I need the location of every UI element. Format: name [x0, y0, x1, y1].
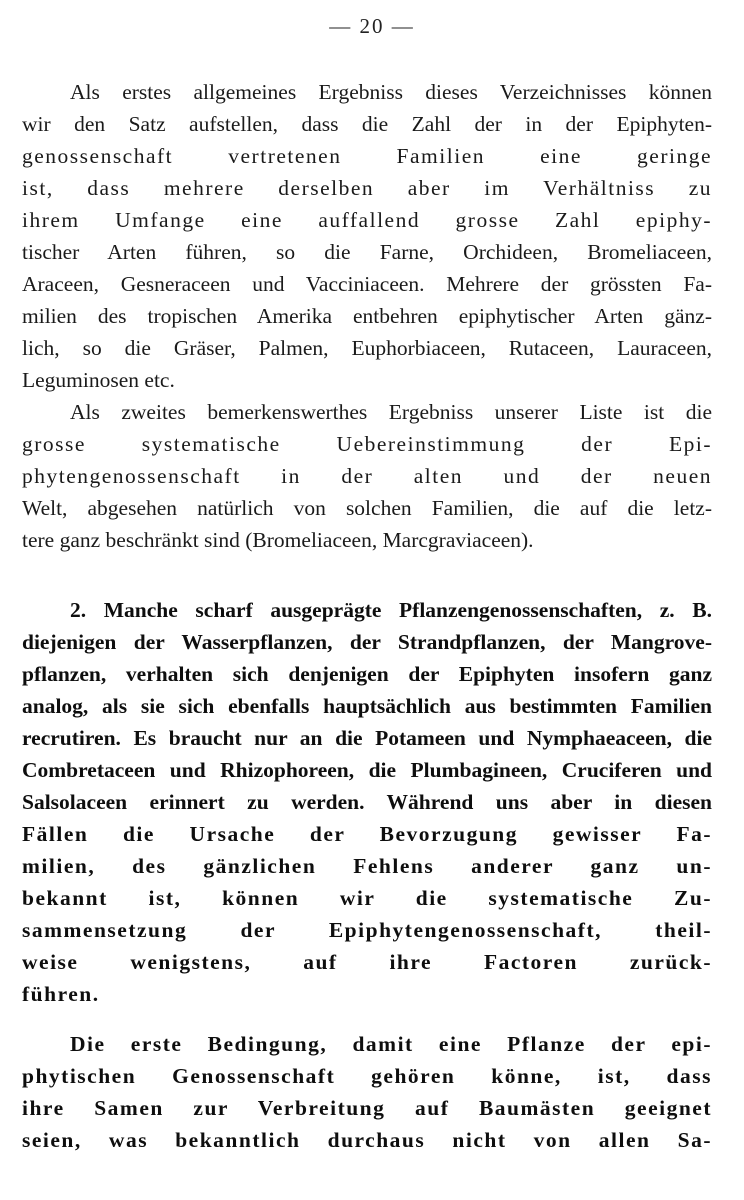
- text-line: ist, dass mehrere derselben aber im Verhältniss zu: [22, 176, 712, 200]
- text-line: Combretaceen und Rhizophoreen, die Plumbagineen, Cruciferen und: [22, 758, 712, 782]
- text-line: Araceen, Gesneraceen und Vacciniaceen. Mehrere der grössten Fa-: [22, 272, 712, 296]
- text-line: Als erstes allgemeines Ergebniss dieses Verzeichnisses können: [70, 80, 712, 104]
- text-line: lich, so die Gräser, Palmen, Euphorbiaceen, Rutaceen, Lauraceen,: [22, 336, 712, 360]
- text-line: tere ganz beschränkt sind (Bromeliaceen, Marcgraviaceen).: [22, 528, 534, 552]
- text-line: phytengenossenschaft in der alten und der neuen: [22, 464, 712, 488]
- text-line: Die erste Bedingung, damit eine Pflanze der epi-: [70, 1032, 712, 1056]
- text-line: Fällen die Ursache der Bevorzugung gewisser Fa-: [22, 822, 712, 846]
- page-number: — 20 —: [329, 14, 415, 38]
- text-line: 2. Manche scharf ausgeprägte Pflanzengenossenschaften, z. B.: [70, 598, 712, 622]
- text-line: milien, des gänzlichen Fehlens anderer ganz un-: [22, 854, 712, 878]
- text-line: wir den Satz aufstellen, dass die Zahl der in der Epiphyten-: [22, 112, 712, 136]
- text-line: sammensetzung der Epiphytengenossenschaft, theil-: [22, 918, 712, 942]
- text-line: milien des tropischen Amerika entbehren epiphytischer Arten gänz-: [22, 304, 712, 328]
- text-line: diejenigen der Wasserpflanzen, der Strandpflanzen, der Mangrove-: [22, 630, 712, 654]
- text-line: Welt, abgesehen natürlich von solchen Familien, die auf die letz-: [22, 496, 712, 520]
- text-line: Leguminosen etc.: [22, 368, 175, 392]
- text-line: weise wenigstens, auf ihre Factoren zurück-: [22, 950, 712, 974]
- text-line: führen.: [22, 982, 100, 1006]
- text-line: genossenschaft vertretenen Familien eine geringe: [22, 144, 712, 168]
- text-line: tischer Arten führen, so die Farne, Orchideen, Bromeliaceen,: [22, 240, 712, 264]
- text-line: seien, was bekanntlich durchaus nicht von allen Sa-: [22, 1128, 712, 1152]
- text-line: ihre Samen zur Verbreitung auf Baumästen geeignet: [22, 1096, 712, 1120]
- text-line: Als zweites bemerkenswerthes Ergebniss unserer Liste ist die: [70, 400, 712, 424]
- text-line: analog, als sie sich ebenfalls hauptsächlich aus bestimmten Familien: [22, 694, 712, 718]
- text-line: Salsolaceen erinnert zu werden. Während uns aber in diesen: [22, 790, 712, 814]
- text-line: bekannt ist, können wir die systematische Zu-: [22, 886, 712, 910]
- text-line: ihrem Umfange eine auffallend grosse Zahl epiphy-: [22, 208, 712, 232]
- text-line: phytischen Genossenschaft gehören könne, ist, dass: [22, 1064, 712, 1088]
- text-line: recrutiren. Es braucht nur an die Potameen und Nymphaeaceen, die: [22, 726, 712, 750]
- text-line: grosse systematische Uebereinstimmung der Epi-: [22, 432, 712, 456]
- text-line: pflanzen, verhalten sich denjenigen der Epiphyten insofern ganz: [22, 662, 712, 686]
